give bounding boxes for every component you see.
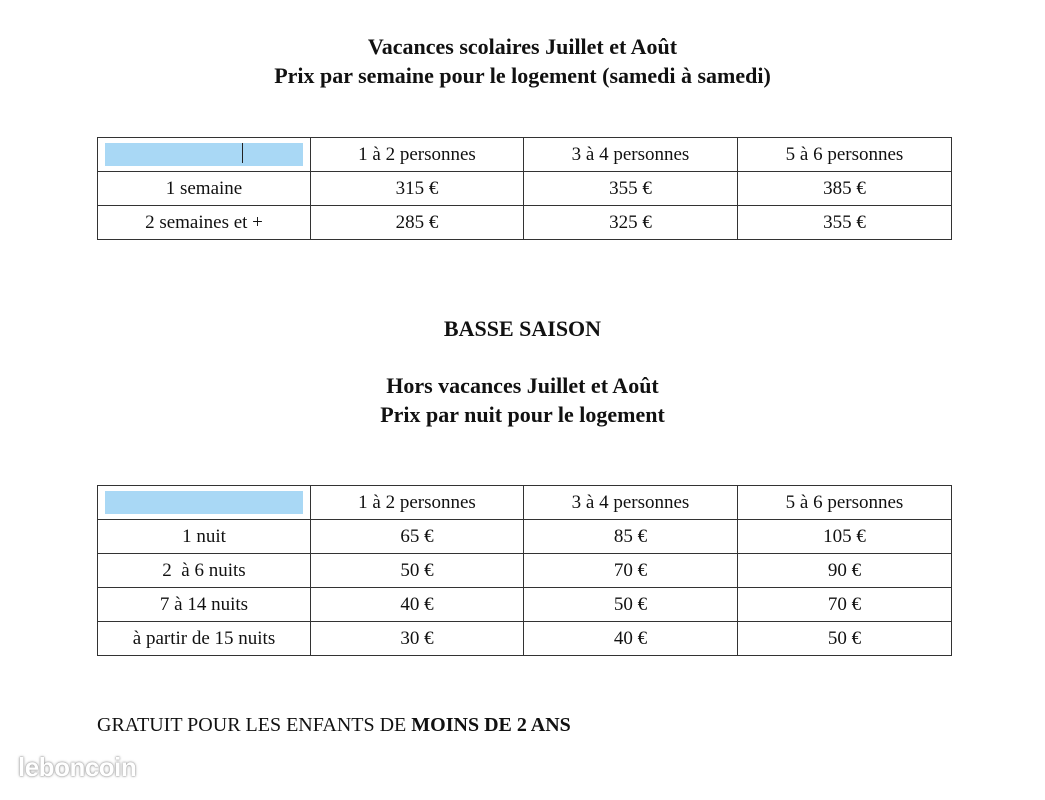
price-cell: 85 € [524,520,738,554]
price-cell: 65 € [311,520,524,554]
price-cell: 70 € [524,554,738,588]
footer-text-regular: GRATUIT POUR LES ENFANTS DE [97,714,412,736]
column-header: 5 à 6 personnes [738,138,952,172]
table-row [98,206,952,240]
row-label: à partir de 15 nuits [98,622,311,656]
selected-empty-cell[interactable] [98,486,311,520]
summer-title-line1: Vacances scolaires Juillet et Août [367,34,678,59]
table-row [98,172,952,206]
row-label: 2 semaines et + [98,206,311,240]
price-cell: 50 € [311,554,524,588]
table-header-row [98,138,952,172]
low-season-title [0,314,1045,343]
summer-price-table [97,137,952,240]
row-label: 1 semaine [98,172,311,206]
column-header: 3 à 4 personnes [524,486,738,520]
low-season-subtitle-line1: Hors vacances Juillet et Août [386,373,659,398]
column-header: 5 à 6 personnes [738,486,952,520]
table-row [98,588,952,622]
price-cell: 285 € [311,206,524,240]
price-cell: 90 € [738,554,952,588]
footer-text-bold: MOINS DE 2 ANS [411,714,571,736]
table-row [98,622,952,656]
leboncoin-watermark-logo: leboncoin [18,752,137,782]
price-cell: 50 € [524,588,738,622]
price-cell: 315 € [311,172,524,206]
table-row [98,520,952,554]
low-season-subtitle-line2: Prix par nuit pour le logement [380,402,665,427]
price-cell: 30 € [311,622,524,656]
column-header: 1 à 2 personnes [311,138,524,172]
price-cell: 40 € [524,622,738,656]
children-free-note [97,714,571,737]
row-label: 1 nuit [98,520,311,554]
price-cell: 50 € [738,622,952,656]
summer-title-line2: Prix par semaine pour le logement (samedi à samedi) [274,63,771,88]
price-cell: 40 € [311,588,524,622]
selected-empty-cell[interactable] [98,138,311,172]
low-season-price-table [97,485,952,656]
summer-title [0,32,1045,90]
column-header: 3 à 4 personnes [524,138,738,172]
selection-highlight [105,491,303,514]
price-cell: 355 € [738,206,952,240]
row-label: 2 à 6 nuits [98,554,311,588]
selection-highlight [105,143,303,166]
table-row [98,554,952,588]
low-season-subtitle [0,371,1045,429]
price-cell: 70 € [738,588,952,622]
price-cell: 105 € [738,520,952,554]
price-cell: 385 € [738,172,952,206]
text-cursor [242,143,243,163]
price-cell: 325 € [524,206,738,240]
table-header-row [98,486,952,520]
column-header: 1 à 2 personnes [311,486,524,520]
row-label: 7 à 14 nuits [98,588,311,622]
price-cell: 355 € [524,172,738,206]
low-season-title-text: BASSE SAISON [443,316,602,341]
